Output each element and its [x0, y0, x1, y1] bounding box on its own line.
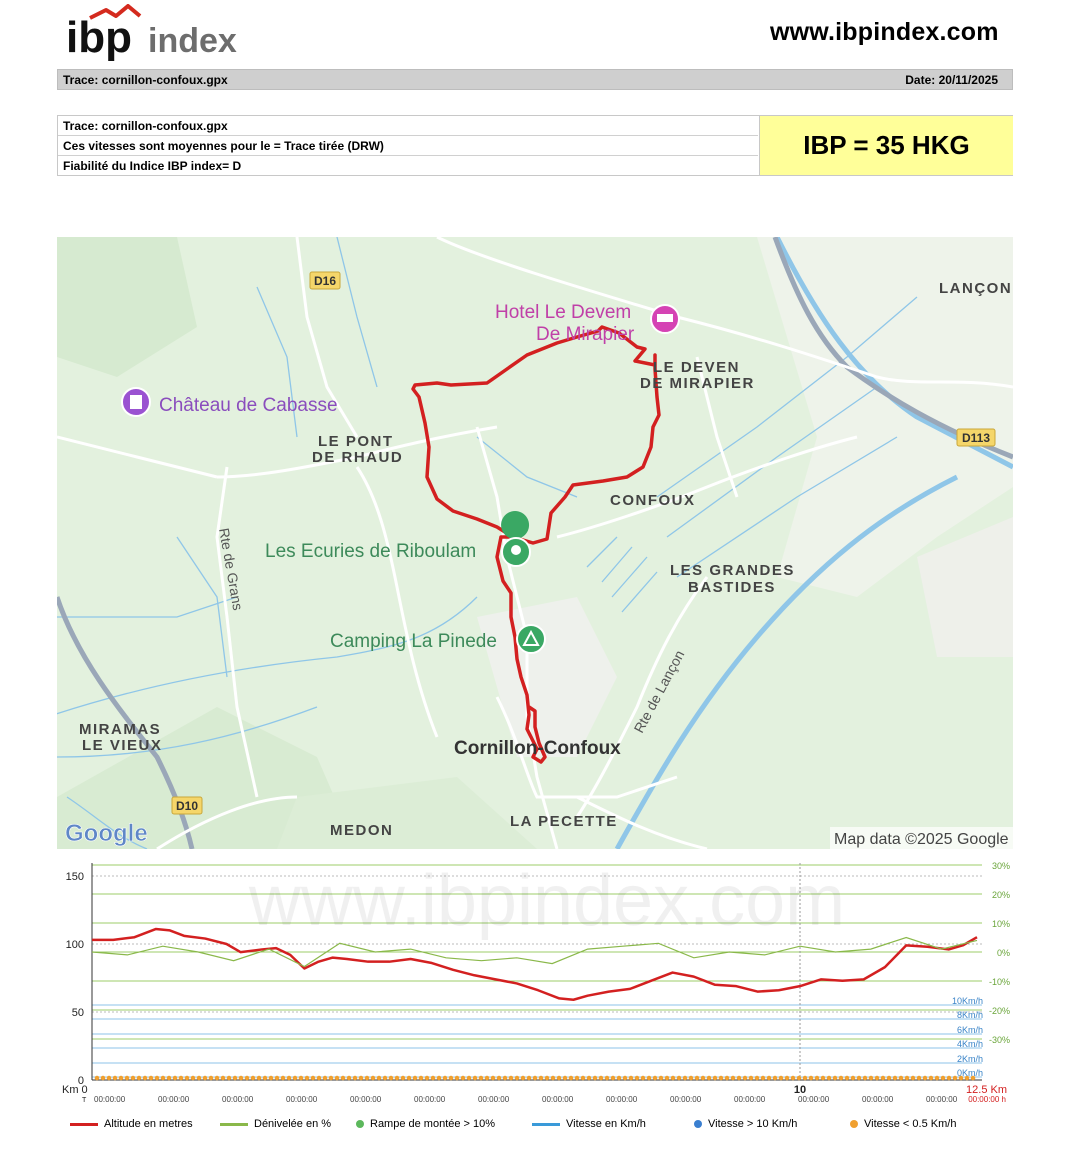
series-low-speed-dot: [221, 1076, 226, 1081]
time-tick-label: 00:00:00: [478, 1095, 510, 1104]
series-low-speed-dot: [299, 1076, 304, 1081]
series-low-speed-dot: [485, 1076, 490, 1081]
series-low-speed-dot: [191, 1076, 196, 1081]
series-low-speed-dot: [821, 1076, 826, 1081]
series-low-speed-dot: [671, 1076, 676, 1081]
series-low-speed-dot: [269, 1076, 274, 1081]
series-low-speed-dot: [437, 1076, 442, 1081]
series-low-speed-dot: [551, 1076, 556, 1081]
series-low-speed-dot: [167, 1076, 172, 1081]
series-low-speed-dot: [533, 1076, 538, 1081]
speed-tick-label: 10Km/h: [951, 996, 983, 1006]
series-low-speed-dot: [341, 1076, 346, 1081]
series-low-speed-dot: [833, 1076, 838, 1081]
series-low-speed-dot: [779, 1076, 784, 1081]
series-low-speed-dot: [785, 1076, 790, 1081]
x-start-label: Km 0: [62, 1084, 88, 1096]
series-low-speed-dot: [371, 1076, 376, 1081]
legend-item-gradient: [220, 1118, 331, 1130]
series-low-speed-dot: [185, 1076, 190, 1081]
series-low-speed-dot: [197, 1076, 202, 1081]
series-low-speed-dot: [935, 1076, 940, 1081]
series-low-speed-dot: [251, 1076, 256, 1081]
speed-tick-label: 8Km/h: [956, 1010, 983, 1020]
series-low-speed-dot: [527, 1076, 532, 1081]
series-low-speed-dot: [125, 1076, 130, 1081]
logo-light-text: index: [148, 22, 237, 60]
label-miramas-1: MIRAMAS: [79, 721, 162, 738]
series-low-speed-dot: [761, 1076, 766, 1081]
series-low-speed-dot: [305, 1076, 310, 1081]
series-low-speed-dot: [617, 1076, 622, 1081]
series-low-speed-dot: [179, 1076, 184, 1081]
series-low-speed-dot: [755, 1076, 760, 1081]
road-badge-d16: D16: [313, 274, 337, 288]
series-low-speed-dot: [287, 1076, 292, 1081]
series-low-speed-dot: [335, 1076, 340, 1081]
label-hotel-1: Hotel Le Devem: [495, 302, 632, 323]
series-low-speed-dot: [815, 1076, 820, 1081]
label-rte-lancon: Rte de Lançon: [630, 647, 688, 736]
series-low-speed-dot: [659, 1076, 664, 1081]
y-tick-label: 100: [65, 939, 84, 951]
percent-tick-label: -30%: [988, 1035, 1010, 1045]
series-low-speed-dot: [653, 1076, 658, 1081]
x-end-label: 12.5 Km: [966, 1084, 1007, 1096]
series-low-speed-dot: [281, 1076, 286, 1081]
legend-speed-high-label: Vitesse > 10 Km/h: [708, 1118, 798, 1130]
series-low-speed-dot: [683, 1076, 688, 1081]
chart-watermark: www.ibpindex.com: [248, 861, 846, 941]
legend-gradient-swatch: [220, 1123, 248, 1126]
time-tick-label: 00:00:00: [350, 1095, 382, 1104]
series-low-speed-dot: [359, 1076, 364, 1081]
series-low-speed-dot: [593, 1076, 598, 1081]
series-low-speed-dot: [95, 1076, 100, 1081]
series-low-speed-dot: [803, 1076, 808, 1081]
series-low-speed-dot: [557, 1076, 562, 1081]
series-low-speed-dot: [449, 1076, 454, 1081]
label-ecuries: Les Ecuries de Riboulam: [265, 541, 477, 562]
series-low-speed-dot: [521, 1076, 526, 1081]
time-tick-label: 00:00:00: [798, 1095, 830, 1104]
series-low-speed-dot: [407, 1076, 412, 1081]
legend-speed-high-swatch: [694, 1120, 702, 1128]
info-row-reliability: Fiabilité du Indice IBP index= D: [63, 159, 242, 173]
legend-ramp-swatch: [356, 1120, 364, 1128]
series-low-speed-dot: [773, 1076, 778, 1081]
speed-tick-label: 2Km/h: [956, 1054, 983, 1064]
series-low-speed-dot: [911, 1076, 916, 1081]
series-low-speed-dot: [611, 1076, 616, 1081]
label-camping: Camping La Pinede: [330, 631, 497, 652]
series-low-speed-dot: [119, 1076, 124, 1081]
percent-tick-label: 10%: [991, 919, 1010, 929]
series-low-speed-dot: [827, 1076, 832, 1081]
legend-item-speed: [532, 1118, 646, 1130]
label-bastides-2: BASTIDES: [688, 579, 776, 596]
series-low-speed-dot: [455, 1076, 460, 1081]
route-map[interactable]: [57, 237, 1013, 849]
info-row-speeds: Ces vitesses sont moyennes pour le = Trace tirée (DRW): [58, 136, 758, 156]
label-deven-1: LE DEVEN: [653, 359, 741, 376]
series-low-speed-dot: [365, 1076, 370, 1081]
time-tick-label: 00:00:00: [222, 1095, 254, 1104]
series-low-speed-dot: [839, 1076, 844, 1081]
series-low-speed-dot: [629, 1076, 634, 1081]
series-low-speed-dot: [941, 1076, 946, 1081]
series-low-speed-dot: [473, 1076, 478, 1081]
series-low-speed-dot: [509, 1076, 514, 1081]
series-low-speed-dot: [587, 1076, 592, 1081]
legend-speed-label: Vitesse en Km/h: [566, 1118, 646, 1130]
series-low-speed-dot: [131, 1076, 136, 1081]
series-low-speed-dot: [899, 1076, 904, 1081]
series-low-speed-dot: [887, 1076, 892, 1081]
time-tick-label: 00:00:00: [94, 1095, 126, 1104]
y-tick-label: 0: [77, 1075, 84, 1087]
series-low-speed-dot: [545, 1076, 550, 1081]
speed-tick-label: 4Km/h: [956, 1039, 983, 1049]
series-low-speed-dot: [323, 1076, 328, 1081]
series-low-speed-dot: [929, 1076, 934, 1081]
report-date: Date: 20/11/2025: [905, 73, 998, 87]
series-low-speed-dot: [581, 1076, 586, 1081]
chart-legend: [70, 1118, 1030, 1138]
percent-tick-label: 0%: [996, 948, 1010, 958]
label-pont-2: DE RHAUD: [312, 449, 404, 466]
label-hotel-2: De Mirapier: [536, 324, 635, 345]
series-low-speed-dot: [383, 1076, 388, 1081]
series-low-speed-dot: [149, 1076, 154, 1081]
legend-altitude-label: Altitude en metres: [104, 1118, 193, 1130]
series-low-speed-dot: [623, 1076, 628, 1081]
series-low-speed-dot: [143, 1076, 148, 1081]
label-rte-grans: Rte de Grans: [216, 526, 247, 612]
title-bar: [57, 69, 1013, 90]
label-lancon: LANÇON: [939, 280, 1013, 297]
series-low-speed-dot: [155, 1076, 160, 1081]
series-low-speed-dot: [245, 1076, 250, 1081]
series-low-speed-dot: [389, 1076, 394, 1081]
road-badge-d10: D10: [175, 799, 199, 813]
series-low-speed-dot: [161, 1076, 166, 1081]
series-low-speed-dot: [203, 1076, 208, 1081]
series-low-speed-dot: [863, 1076, 868, 1081]
series-low-speed-dot: [695, 1076, 700, 1081]
time-tick-label: 00:00:00: [542, 1095, 574, 1104]
series-low-speed-dot: [881, 1076, 886, 1081]
series-low-speed-dot: [851, 1076, 856, 1081]
series-low-speed-dot: [443, 1076, 448, 1081]
series-low-speed-dot: [515, 1076, 520, 1081]
series-low-speed-dot: [491, 1076, 496, 1081]
legend-item-speed-low: [850, 1118, 956, 1130]
series-low-speed-dot: [791, 1076, 796, 1081]
series-low-speed-dot: [233, 1076, 238, 1081]
legend-speed-swatch: [532, 1123, 560, 1126]
percent-tick-label: 20%: [991, 890, 1010, 900]
series-low-speed-dot: [539, 1076, 544, 1081]
series-low-speed-dot: [311, 1076, 316, 1081]
series-low-speed-dot: [275, 1076, 280, 1081]
series-low-speed-dot: [893, 1076, 898, 1081]
series-low-speed-dot: [635, 1076, 640, 1081]
info-table: [57, 115, 1013, 176]
series-low-speed-dot: [347, 1076, 352, 1081]
series-low-speed-dot: [743, 1076, 748, 1081]
series-low-speed-dot: [425, 1076, 430, 1081]
time-tick-label: 00:00:00: [286, 1095, 318, 1104]
series-low-speed-dot: [575, 1076, 580, 1081]
camping-pin-icon[interactable]: [517, 625, 545, 653]
series-low-speed-dot: [719, 1076, 724, 1081]
series-low-speed-dot: [173, 1076, 178, 1081]
legend-gradient-label: Dénivelée en %: [254, 1118, 332, 1130]
series-low-speed-dot: [497, 1076, 502, 1081]
ibp-score: IBP = 35 HKG: [759, 116, 1013, 175]
series-low-speed-dot: [707, 1076, 712, 1081]
series-low-speed-dot: [701, 1076, 706, 1081]
time-tick-label: 00:00:00: [734, 1095, 766, 1104]
series-low-speed-dot: [923, 1076, 928, 1081]
series-low-speed-dot: [665, 1076, 670, 1081]
map-canvas[interactable]: [57, 237, 1013, 849]
series-low-speed-dot: [353, 1076, 358, 1081]
label-bastides-1: LES GRANDES: [670, 562, 795, 579]
series-low-speed-dot: [767, 1076, 772, 1081]
legend-speed-low-swatch: [850, 1120, 858, 1128]
series-low-speed-dot: [605, 1076, 610, 1081]
time-tick-label: 00:00:00: [158, 1095, 190, 1104]
y-tick-label: 50: [71, 1007, 84, 1019]
series-low-speed-dot: [239, 1076, 244, 1081]
series-low-speed-dot: [917, 1076, 922, 1081]
series-low-speed-dot: [845, 1076, 850, 1081]
info-row-trace: Trace: cornillon-confoux.gpx: [58, 116, 758, 136]
series-low-speed-dot: [137, 1076, 142, 1081]
elevation-chart[interactable]: [57, 855, 1017, 1110]
map-attribution: Map data ©2025 Google: [834, 831, 1009, 848]
series-low-speed-dot: [641, 1076, 646, 1081]
x-start-sub-label: T: [82, 1097, 87, 1104]
label-chateau: Château de Cabasse: [159, 395, 338, 416]
series-low-speed-dot: [401, 1076, 406, 1081]
series-low-speed-dot: [431, 1076, 436, 1081]
logo-bold-text: ibp: [66, 13, 132, 62]
speed-tick-label: 0Km/h: [956, 1068, 983, 1078]
speed-tick-label: 6Km/h: [956, 1025, 983, 1035]
series-low-speed-dot: [947, 1076, 952, 1081]
label-pont-1: LE PONT: [318, 433, 394, 450]
label-confoux: CONFOUX: [610, 492, 696, 509]
series-low-speed-dot: [113, 1076, 118, 1081]
series-low-speed-dot: [263, 1076, 268, 1081]
series-low-speed-dot: [875, 1076, 880, 1081]
label-miramas-2: LE VIEUX: [82, 737, 163, 754]
series-low-speed-dot: [689, 1076, 694, 1081]
x-end-time-label: 00:00:00 h: [968, 1095, 1006, 1104]
series-low-speed-dot: [101, 1076, 106, 1081]
series-low-speed-dot: [503, 1076, 508, 1081]
series-low-speed-dot: [215, 1076, 220, 1081]
series-low-speed-dot: [209, 1076, 214, 1081]
time-tick-label: 00:00:00: [414, 1095, 446, 1104]
series-low-speed-dot: [905, 1076, 910, 1081]
series-low-speed-dot: [569, 1076, 574, 1081]
series-low-speed-dot: [809, 1076, 814, 1081]
label-deven-2: DE MIRAPIER: [640, 375, 755, 392]
series-low-speed-dot: [461, 1076, 466, 1081]
road-badge-d113: D113: [961, 431, 991, 445]
series-low-speed-dot: [599, 1076, 604, 1081]
percent-tick-label: -10%: [988, 977, 1010, 987]
series-low-speed-dot: [467, 1076, 472, 1081]
website-url[interactable]: www.ibpindex.com: [770, 18, 999, 46]
ibpindex-logo: [66, 4, 266, 68]
series-low-speed-dot: [677, 1076, 682, 1081]
legend-item-speed-high: [694, 1118, 797, 1130]
time-tick-label: 00:00:00: [926, 1095, 958, 1104]
series-low-speed-dot: [725, 1076, 730, 1081]
label-medon: MEDON: [330, 822, 394, 839]
series-low-speed-dot: [257, 1076, 262, 1081]
series-low-speed-dot: [749, 1076, 754, 1081]
series-low-speed-dot: [317, 1076, 322, 1081]
series-low-speed-dot: [857, 1076, 862, 1081]
legend-altitude-swatch: [70, 1123, 98, 1126]
label-cornillon: Cornillon-Confoux: [454, 738, 621, 759]
label-pecette: LA PECETTE: [510, 813, 618, 830]
logo-graphic: [66, 4, 266, 68]
series-low-speed-dot: [419, 1076, 424, 1081]
elevation-chart-svg[interactable]: [57, 855, 1017, 1110]
legend-item-altitude: [70, 1118, 193, 1130]
series-low-speed-dot: [737, 1076, 742, 1081]
series-low-speed-dot: [107, 1076, 112, 1081]
series-low-speed-dot: [293, 1076, 298, 1081]
legend-speed-low-label: Vitesse < 0.5 Km/h: [864, 1118, 957, 1130]
time-tick-label: 00:00:00: [606, 1095, 638, 1104]
series-low-speed-dot: [395, 1076, 400, 1081]
series-low-speed-dot: [869, 1076, 874, 1081]
trace-filename: Trace: cornillon-confoux.gpx: [63, 73, 228, 87]
percent-tick-label: -20%: [988, 1006, 1010, 1016]
series-low-speed-dot: [329, 1076, 334, 1081]
time-tick-label: 00:00:00: [670, 1095, 702, 1104]
series-low-speed-dot: [479, 1076, 484, 1081]
series-low-speed-dot: [563, 1076, 568, 1081]
legend-item-ramp: [356, 1118, 495, 1130]
series-low-speed-dot: [377, 1076, 382, 1081]
series-low-speed-dot: [413, 1076, 418, 1081]
time-tick-label: 00:00:00: [862, 1095, 894, 1104]
percent-tick-label: 30%: [991, 861, 1010, 871]
google-logo: Google: [65, 820, 148, 847]
series-low-speed-dot: [227, 1076, 232, 1081]
series-low-speed-dot: [713, 1076, 718, 1081]
x-mid-label: 10: [793, 1084, 807, 1096]
series-low-speed-dot: [731, 1076, 736, 1081]
legend-ramp-label: Rampe de montée > 10%: [370, 1118, 496, 1130]
y-tick-label: 150: [65, 871, 84, 883]
series-low-speed-dot: [647, 1076, 652, 1081]
series-low-speed-dot: [797, 1076, 802, 1081]
